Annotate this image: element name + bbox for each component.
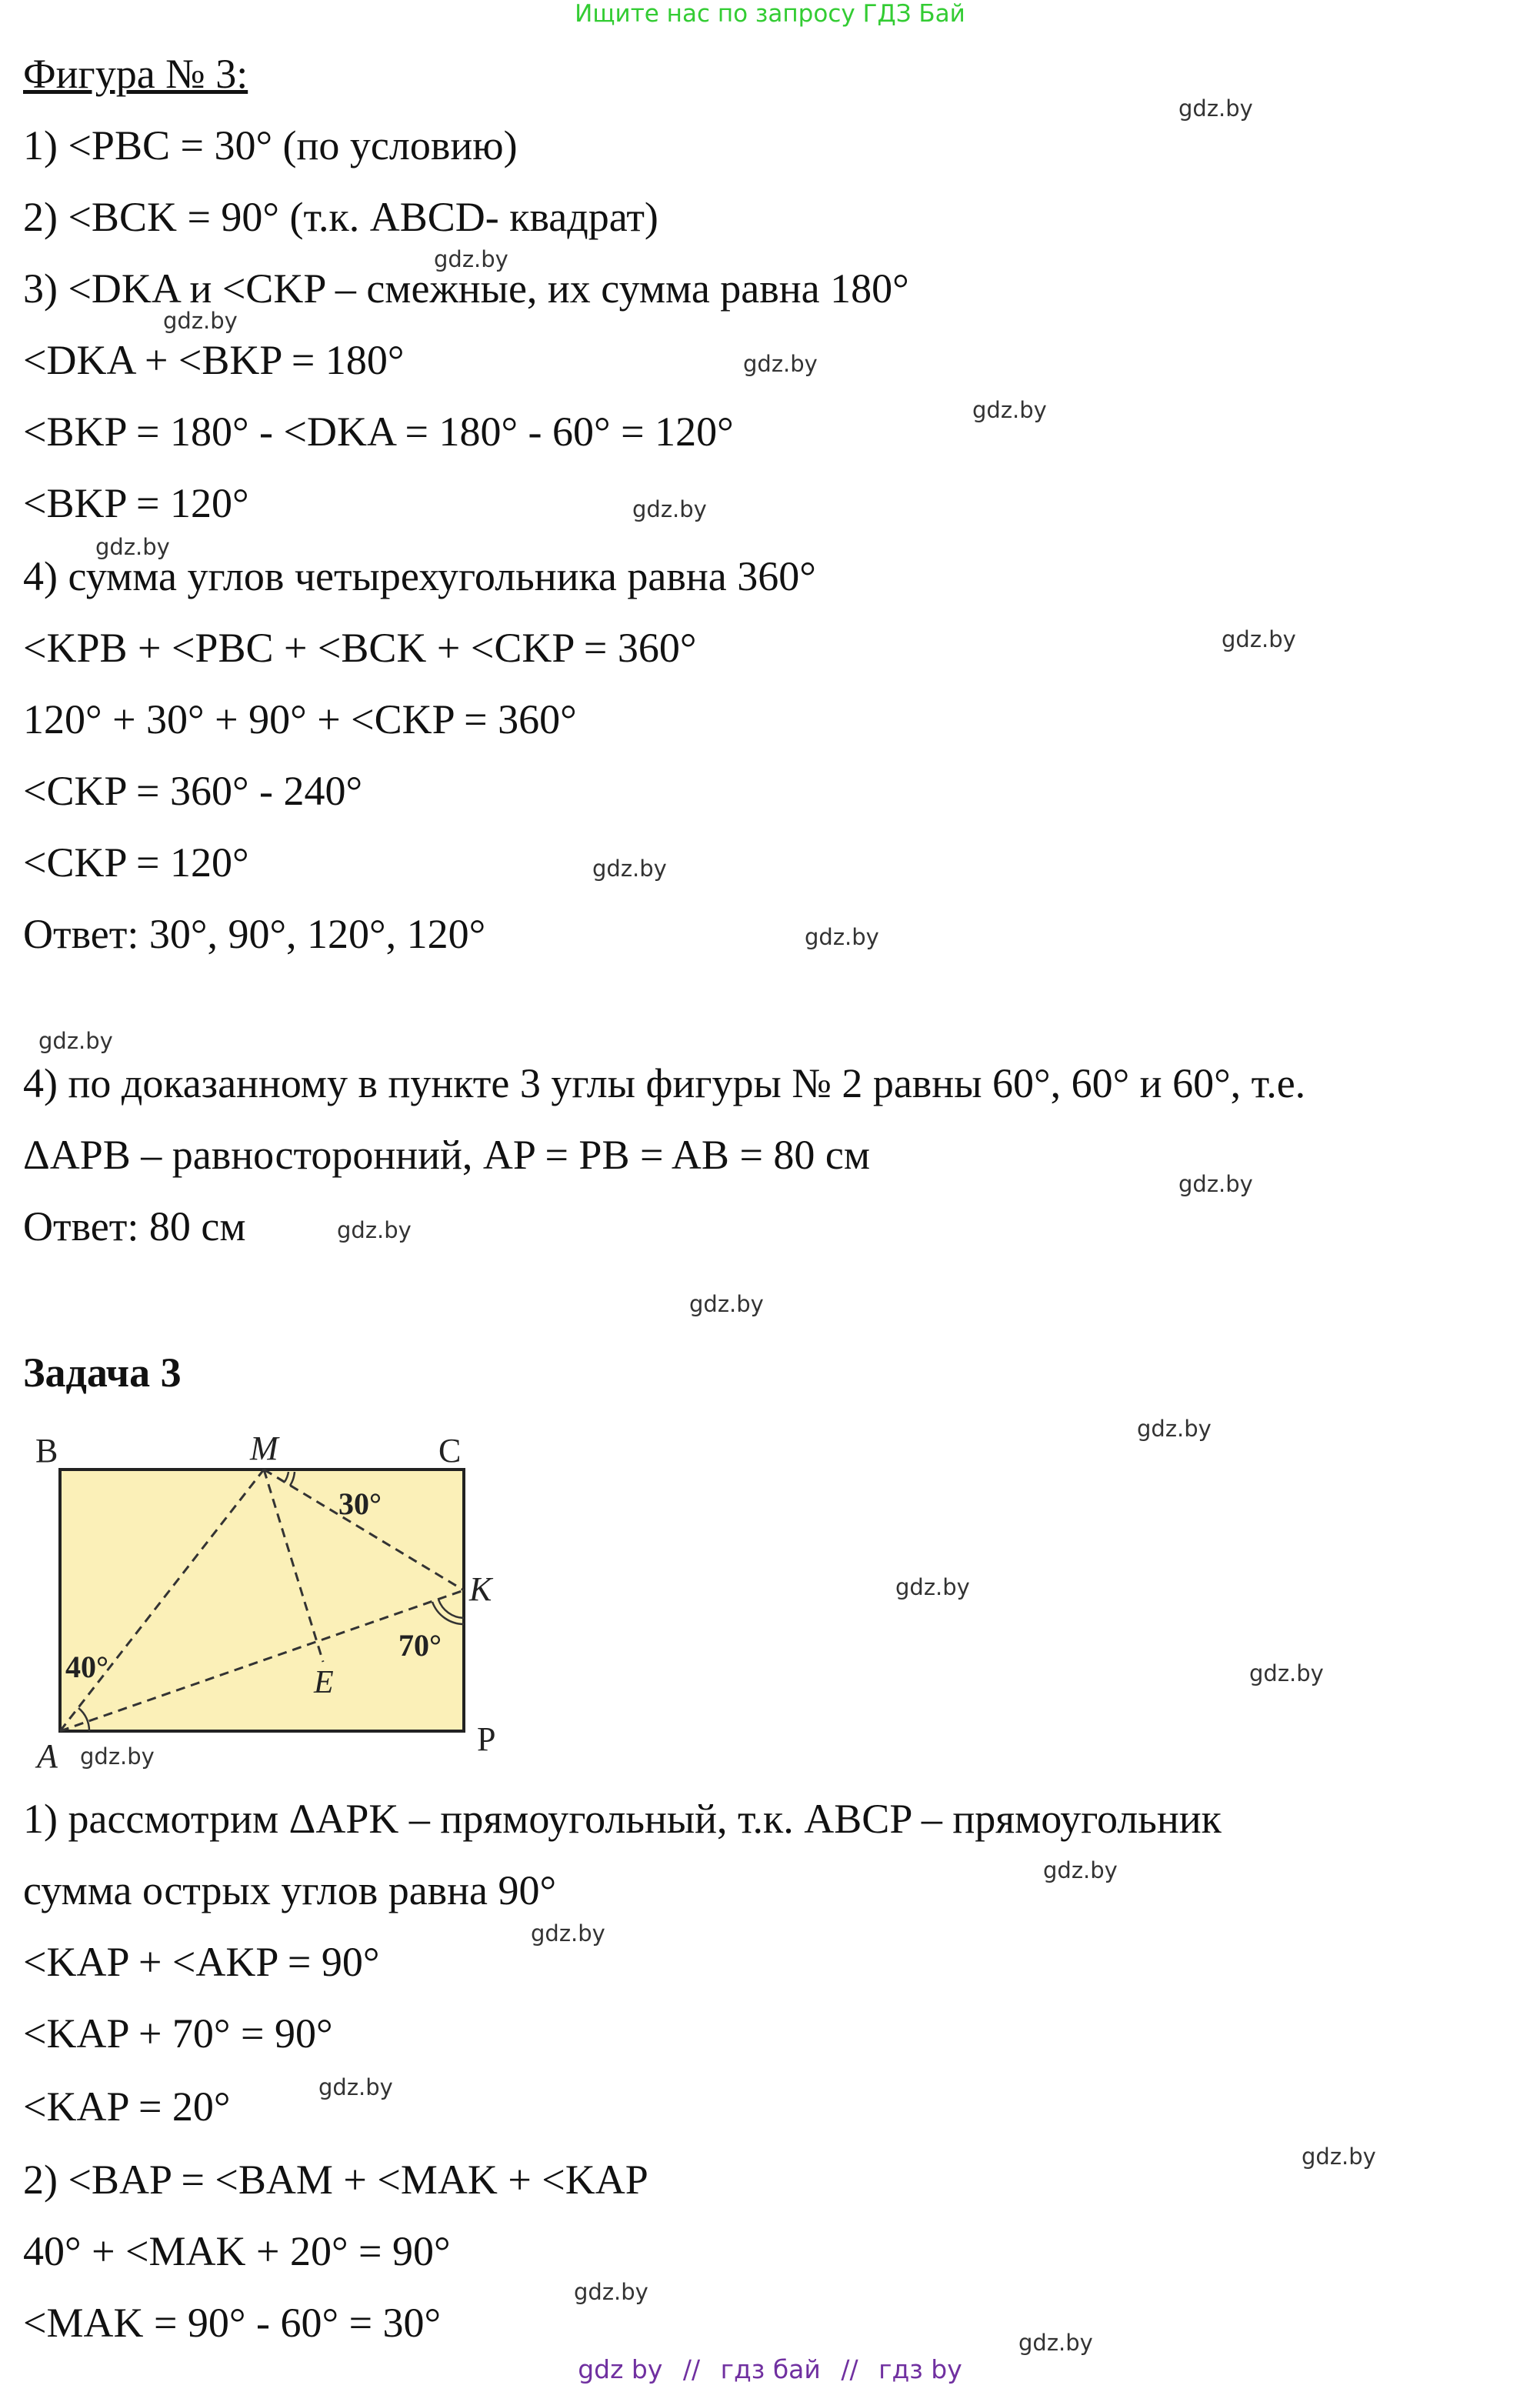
- text-line: <CKP = 360° - 240°: [23, 768, 363, 814]
- footer-link-gdz-bai[interactable]: гдз бай: [720, 2354, 821, 2384]
- task-title: Задача 3: [23, 1349, 182, 1396]
- watermark: gdz.by: [632, 496, 707, 522]
- text-line: <MAK = 90° - 60° = 30°: [23, 2300, 442, 2346]
- angle-label-30: 30°: [338, 1486, 382, 1521]
- text-line: <CKP = 120°: [23, 839, 249, 886]
- angle-label-40: 40°: [65, 1650, 108, 1684]
- footer-separator: //: [841, 2354, 858, 2384]
- footer-links: [0, 2354, 1540, 2384]
- vertex-label-e: E: [314, 1665, 334, 1700]
- watermark: gdz.by: [163, 308, 238, 334]
- text-line: <KPB + <PBC + <BCK + <CKP = 360°: [23, 625, 697, 671]
- watermark: gdz.by: [689, 1291, 764, 1317]
- text-line: <DKA + <BKP = 180°: [23, 337, 405, 383]
- text-line: <KAP = 20°: [23, 2083, 231, 2130]
- text-line: <BKP = 120°: [23, 480, 249, 526]
- text-line: 2) <BAP = <BAM + <MAK + <KAP: [23, 2157, 648, 2203]
- watermark: gdz.by: [972, 397, 1047, 423]
- text-line: 2) <BCK = 90° (т.к. ABCD- квадрат): [23, 194, 658, 240]
- text-line: 1) рассмотрим ΔAPK – прямоугольный, т.к. ABCP – прямоугольник: [23, 1796, 1222, 1842]
- text-line: <KAP + 70° = 90°: [23, 2010, 333, 2057]
- text-line: 4) по доказанному в пункте 3 углы фигуры № 2 равны 60°, 60° и 60°, т.е.: [23, 1060, 1306, 1106]
- watermark: gdz.by: [1302, 2143, 1376, 2170]
- watermark: gdz.by: [1222, 626, 1296, 652]
- text-line: сумма острых углов равна 90°: [23, 1867, 557, 1913]
- vertex-label-a: A: [37, 1737, 58, 1773]
- text-line: <KAP + <AKP = 90°: [23, 1939, 380, 1985]
- footer-link-gdz-by-ru[interactable]: гдз by: [878, 2354, 962, 2384]
- watermark: gdz.by: [574, 2279, 648, 2305]
- watermark: gdz.by: [805, 924, 879, 950]
- watermark: gdz.by: [38, 1028, 113, 1054]
- geometry-figure: [23, 1420, 500, 1773]
- watermark: gdz.by: [1249, 1660, 1324, 1686]
- answer-line: Ответ: 80 см: [23, 1203, 246, 1249]
- angle-label-70: 70°: [398, 1628, 442, 1663]
- text-line: <BKP = 180° - <DKA = 180° - 60° = 120°: [23, 409, 734, 455]
- watermark: gdz.by: [743, 351, 818, 377]
- text-line: ΔAPB – равносторонний, AP = PB = AB = 80 см: [23, 1132, 871, 1178]
- watermark: gdz.by: [1178, 95, 1253, 122]
- watermark: gdz.by: [337, 1217, 412, 1243]
- footer-separator: //: [682, 2354, 701, 2384]
- watermark: gdz.by: [1043, 1857, 1118, 1883]
- vertex-label-k: K: [469, 1570, 492, 1608]
- text-line: 1) <PBC = 30° (по условию): [23, 122, 518, 168]
- vertex-label-p: P: [477, 1720, 496, 1758]
- vertex-label-m: M: [250, 1430, 278, 1467]
- text-line: 4) сумма углов четырехугольника равна 360°: [23, 553, 816, 599]
- watermark: gdz.by: [95, 534, 170, 560]
- watermark: gdz.by: [895, 1574, 970, 1600]
- rectangle-abcp: [60, 1470, 464, 1731]
- watermark: gdz.by: [592, 856, 667, 882]
- watermark: gdz.by: [318, 2074, 393, 2100]
- text-line: 40° + <MAK + 20° = 90°: [23, 2228, 451, 2274]
- answer-line: Ответ: 30°, 90°, 120°, 120°: [23, 911, 486, 957]
- watermark: gdz.by: [434, 246, 508, 272]
- watermark: gdz.by: [1018, 2330, 1093, 2356]
- text-line: 3) <DKA и <CKP – смежные, их сумма равна 180°: [23, 265, 909, 312]
- text-line: 120° + 30° + 90° + <CKP = 360°: [23, 696, 577, 742]
- watermark: gdz.by: [1137, 1416, 1212, 1442]
- vertex-label-c: C: [438, 1432, 462, 1470]
- header-link[interactable]: Ищите нас по запросу ГДЗ Бай: [575, 0, 965, 28]
- watermark: gdz.by: [1178, 1171, 1253, 1197]
- watermark: gdz.by: [80, 1743, 155, 1770]
- section-title: Фигура № 3:: [23, 51, 248, 97]
- footer-link-gdz-by[interactable]: gdz by: [578, 2354, 663, 2384]
- watermark: gdz.by: [531, 1920, 605, 1947]
- vertex-label-b: B: [35, 1432, 58, 1470]
